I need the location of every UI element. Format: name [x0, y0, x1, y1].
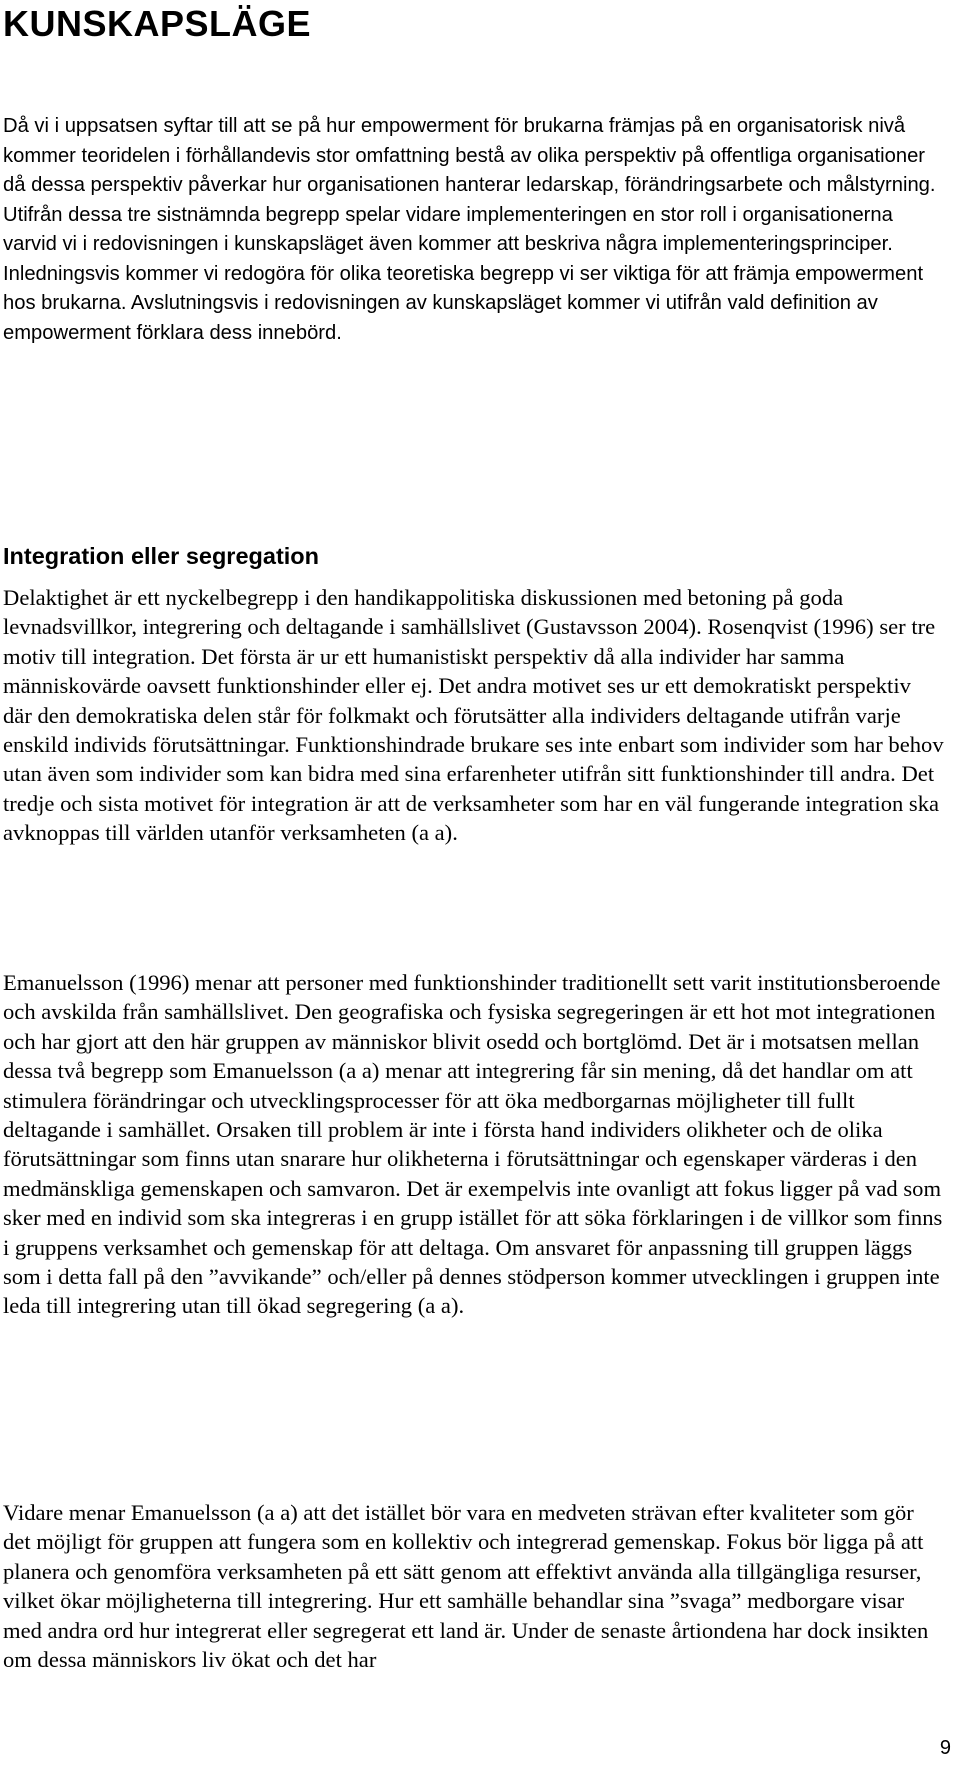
body-paragraph-3: Vidare menar Emanuelsson (a a) att det istället bör vara en medveten strävan efter kvaliteter som gör det möjligt för gruppen att fungera som en kollektiv och integrerad gemenskap. Fokus bör ligga på att planera och genomföra verksamheten på ett sätt genom att effektivt använda alla tillgängliga resurser, vilket ökar möjligheterna till integrering. Hur ett samhälle behandlar sina ”svaga” medborgare visar med andra ord hur integrerat eller segregerat ett land är. Under de senaste årtiondena har dock insikten om dessa människors liv ökat och det har	[3, 1500, 929, 1673]
body-paragraph-1: Delaktighet är ett nyckelbegrepp i den handikappolitiska diskussionen med betoning på goda levnadsvillkor, integrering och deltagande i samhällslivet (Gustavsson 2004). Rosenqvist (1996) ser tre motiv till integration. Det första är ur ett humanistiskt perspektiv då alla individer har samma människovärde oavsett funktionshinder eller ej. Det andra motivet ses ur ett demokratiskt perspektiv där den demokratiska delen står för folkmakt och förutsätter alla individers deltagande utifrån varje enskild individs förutsättningar. Funktionshindrade brukare ses inte enbart som individer som har behov utan även som individer som kan bidra med sina erfarenheter utifrån sitt funktionshinder till andra. Det tredje och sista motivet för integration är att de verksamheter som har en väl fungerande integration ska avknoppas till världen utanför verksamheten (a a).	[3, 585, 944, 846]
section-heading: Integration eller segregation	[3, 543, 320, 569]
intro-paragraph: Då vi i uppsatsen syftar till att se på hur empowerment för brukarna främjas på en organisatorisk nivå kommer teoridelen i förhållandevis stor omfattning bestå av olika perspektiv på offentliga organisationer då dessa perspektiv påverkar hur organisationen hanterar ledarskap, förändringsarbete och målstyrning. Utifrån dessa tre sistnämnda begrepp spelar vidare implementeringen en stor roll i organisationerna varvid vi i redovisningen i kunskapsläget även kommer att beskriva några implementeringsprinciper. Inledningsvis kommer vi redogöra för olika teoretiska begrepp vi ser viktiga för att främja empowerment hos brukarna. Avslutningsvis i redovisningen av kunskapsläget kommer vi utifrån vald definition av empowerment förklara dess innebörd.	[3, 115, 936, 344]
body-paragraph-2: Emanuelsson (1996) menar att personer med funktionshinder traditionellt sett varit institutionsberoende och avskilda från samhällslivet. Den geografiska och fysiska segregeringen är ett hot mot integrationen och har gjort att den här gruppen av människor blivit osedd och bortglömd. Det är i motsatsen mellan dessa två begrepp som Emanuelsson (a a) menar att integrering får sin mening, då det handlar om att stimulera förändringar och utvecklingsprocesser för att öka medborgarnas möjligheter till fullt deltagande i samhället. Orsaken till problem är inte i första hand individers olikheter och de olika förutsättningar som finns utan snarare hur olikheterna i förutsättningar och egenskaper värderas i den medmänskliga gemenskapen och samvaron. Det är exempelvis inte ovanligt att fokus ligger på vad som sker med en individ som ska integreras i en grupp istället för att söka förklaringen i de villkor som finns i gruppens verksamhet och gemenskap för att deltaga. Om ansvaret för anpassning till gruppen läggs som i detta fall på den ”avvikande” och/eller på dennes stödperson kommer utvecklingen i gruppen inte leda till integrering utan till ökad segregering (a a).	[3, 970, 943, 1319]
page-title: KUNSKAPSLÄGE	[3, 3, 312, 44]
page-number: 9	[939, 1737, 951, 1759]
